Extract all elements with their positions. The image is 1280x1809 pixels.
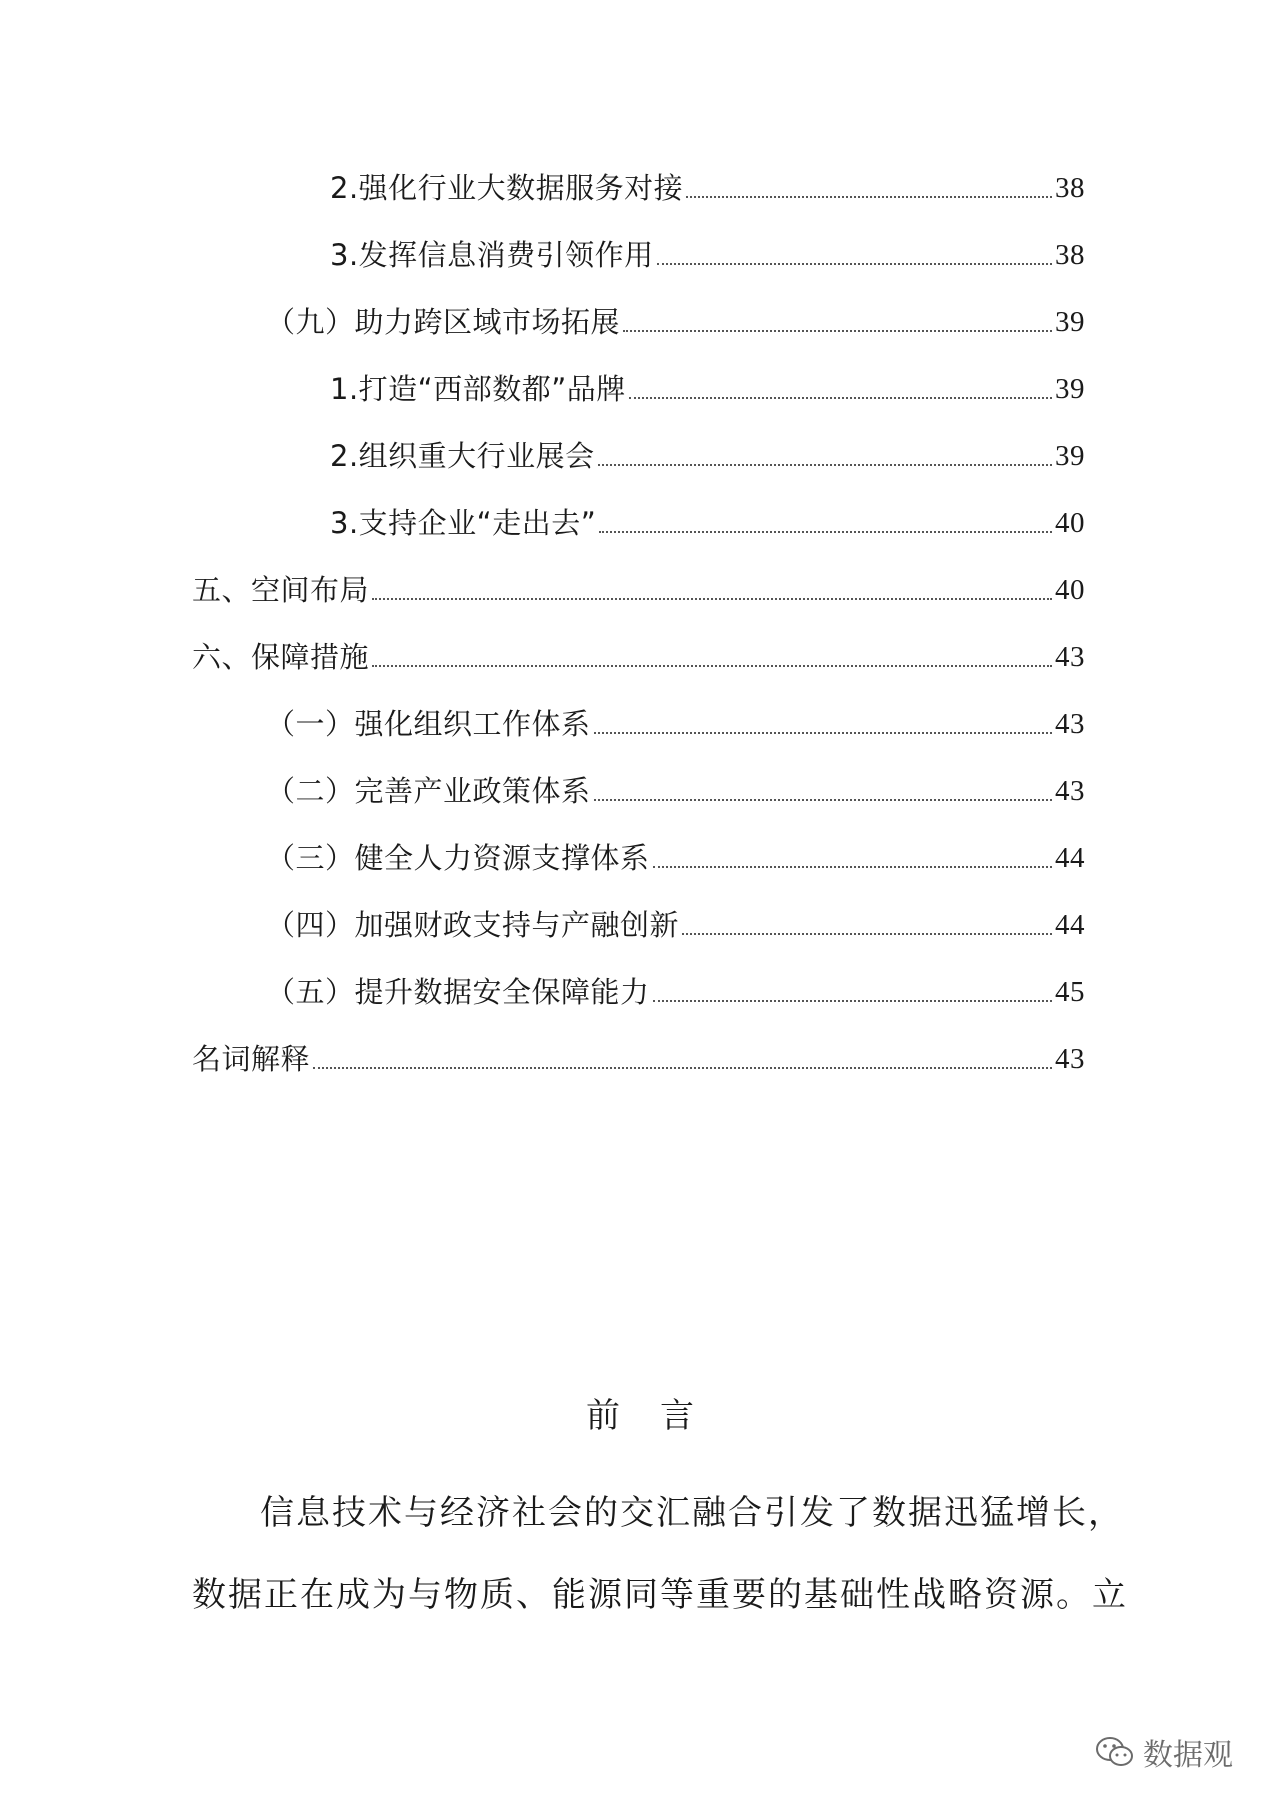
toc-leader	[629, 397, 1052, 399]
toc-leader	[313, 1067, 1052, 1069]
toc-entry-label: 五、空间布局	[192, 573, 370, 607]
toc-entry[interactable]	[192, 562, 1085, 610]
toc-entry-label: （二）完善产业政策体系	[266, 774, 591, 808]
toc-entry-label: （五）提升数据安全保障能力	[266, 975, 650, 1009]
toc-entry[interactable]	[330, 428, 1085, 476]
toc-entry-label: 3.发挥信息消费引领作用	[330, 238, 654, 272]
toc-page-number: 40	[1055, 507, 1085, 539]
toc-leader	[623, 330, 1052, 332]
toc-entry[interactable]	[330, 361, 1085, 409]
wechat-icon	[1095, 1735, 1135, 1769]
toc-leader	[372, 598, 1052, 600]
toc-page-number: 38	[1055, 172, 1085, 204]
toc-page-number: 44	[1055, 842, 1085, 874]
toc-leader	[686, 196, 1052, 198]
toc-entry[interactable]	[266, 897, 1085, 945]
toc-entry[interactable]	[192, 629, 1085, 677]
toc-leader	[594, 799, 1052, 801]
paragraph-line: 信息技术与经济社会的交汇融合引发了数据迅猛增长，	[260, 1493, 1124, 1533]
toc-leader	[594, 732, 1052, 734]
toc-entry[interactable]	[266, 964, 1085, 1012]
toc-entry[interactable]	[266, 763, 1085, 811]
toc-entry-label: 2.组织重大行业展会	[330, 439, 595, 473]
toc-page-number: 43	[1055, 641, 1085, 673]
toc-page-number: 45	[1055, 976, 1085, 1008]
toc-entry[interactable]	[330, 227, 1085, 275]
toc-leader	[372, 665, 1052, 667]
toc-entry-label: 1.打造“西部数都”品牌	[330, 372, 626, 406]
watermark	[1095, 1730, 1233, 1774]
toc-entry[interactable]	[330, 495, 1085, 543]
toc-page-number: 39	[1055, 440, 1085, 472]
toc-entry-label: （一）强化组织工作体系	[266, 707, 591, 741]
toc-leader	[599, 531, 1052, 533]
toc-leader	[657, 263, 1052, 265]
toc-page-number: 39	[1055, 306, 1085, 338]
toc-leader	[653, 1000, 1052, 1002]
toc-leader	[598, 464, 1052, 466]
toc-page-number: 43	[1055, 1043, 1085, 1075]
toc-entry[interactable]	[192, 1031, 1085, 1079]
paragraph-line: 数据正在成为与物质、能源同等重要的基础性战略资源。立	[192, 1575, 1128, 1615]
toc-entry[interactable]	[266, 294, 1085, 342]
toc-leader	[653, 866, 1052, 868]
toc-entry[interactable]	[266, 830, 1085, 878]
watermark-text: 数据观	[1143, 1738, 1233, 1773]
toc-entry-label: 2.强化行业大数据服务对接	[330, 171, 684, 205]
toc-leader	[682, 933, 1052, 935]
toc-page-number: 44	[1055, 909, 1085, 941]
toc-page-number: 39	[1055, 373, 1085, 405]
toc-entry-label: （四）加强财政支持与产融创新	[266, 908, 680, 942]
toc-entry-label: （九）助力跨区域市场拓展	[266, 305, 621, 339]
toc-entry-label: 3.支持企业“走出去”	[330, 506, 597, 540]
preface-heading: 前言	[586, 1396, 734, 1436]
toc-entry-label: 六、保障措施	[192, 640, 370, 674]
toc-page-number: 43	[1055, 708, 1085, 740]
toc-entry-label: 名词解释	[192, 1042, 311, 1076]
toc-entry[interactable]	[266, 696, 1085, 744]
toc-entry-label: （三）健全人力资源支撑体系	[266, 841, 650, 875]
toc-page-number: 40	[1055, 574, 1085, 606]
toc-entry[interactable]	[330, 160, 1085, 208]
toc-page-number: 38	[1055, 239, 1085, 271]
toc-page-number: 43	[1055, 775, 1085, 807]
